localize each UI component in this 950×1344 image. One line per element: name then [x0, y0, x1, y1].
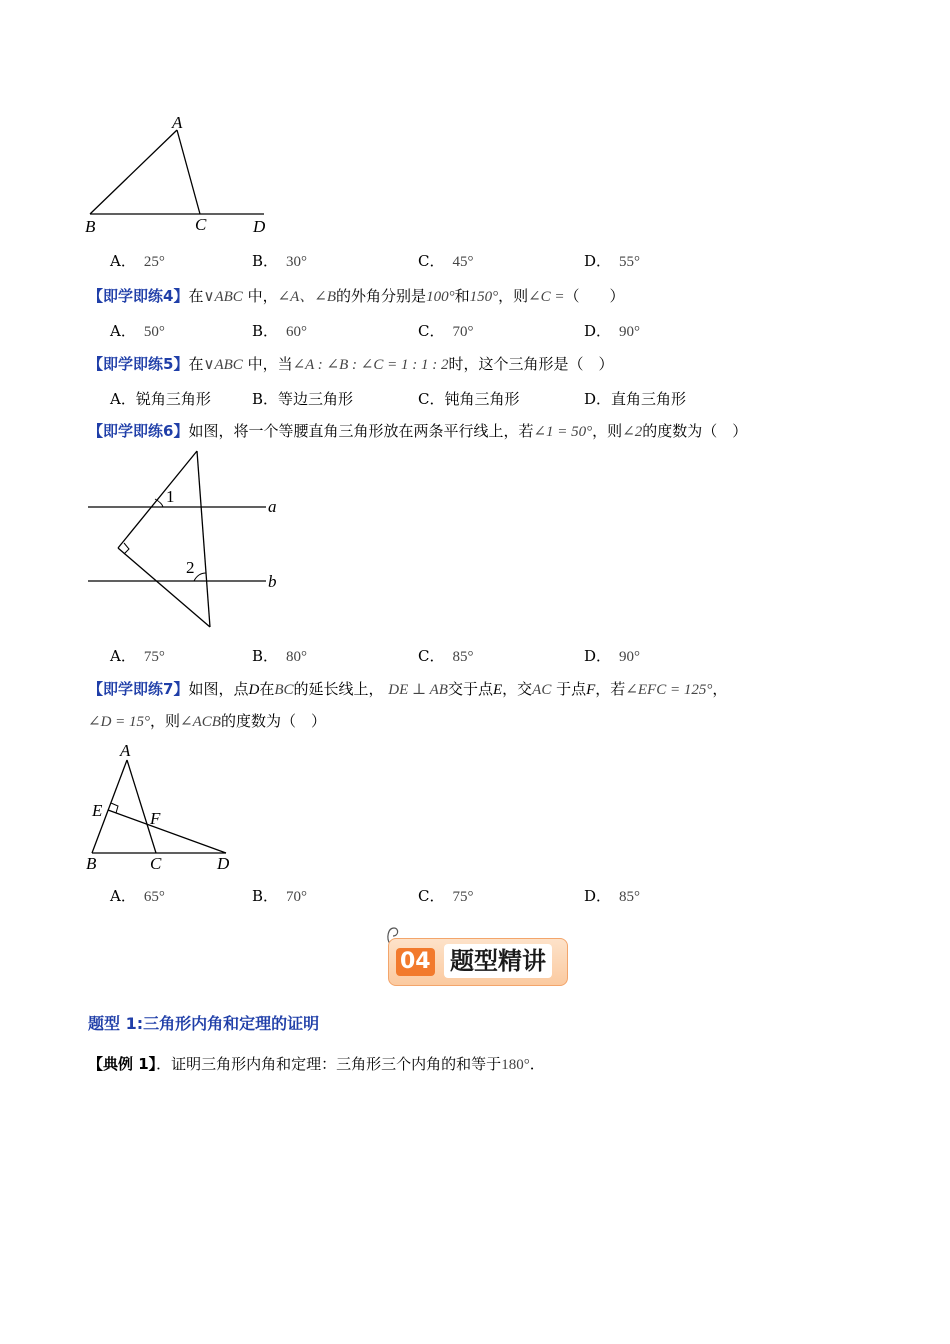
section-badge	[388, 938, 568, 986]
parallel-lines-figure-q6	[80, 445, 290, 635]
q6-option-d[interactable]: D． 90°	[584, 647, 641, 665]
q5-option-a[interactable]: A．锐角三角形	[110, 390, 211, 408]
example-1: 【典例 1】．证明三角形内角和定理：三角形三个内角的和等于180°．	[88, 1055, 545, 1073]
fig3-label-d: D	[253, 217, 266, 236]
q3-option-b[interactable]: B． 30°	[252, 252, 308, 270]
section-number: 04	[396, 948, 435, 976]
fig3-label-b: B	[85, 217, 96, 236]
q4-option-c[interactable]: C． 70°	[418, 322, 474, 340]
q3-option-d[interactable]: D． 55°	[584, 252, 641, 270]
example-1-tag: 【典例 1】	[88, 1055, 157, 1073]
q3-option-a[interactable]: A． 25°	[110, 252, 165, 270]
fig6-label-b: b	[268, 572, 277, 591]
section-title: 题型精讲	[444, 944, 552, 978]
fig7-label-f: F	[150, 809, 161, 828]
fig7-label-a: A	[120, 741, 131, 760]
fig6-label-1: 1	[166, 487, 175, 506]
triangle-figure-q3	[80, 108, 280, 240]
fig7-label-c: C	[150, 854, 162, 873]
question-7-line-2: ∠D = 15°，则∠ACB的度数为（ ）	[88, 712, 326, 730]
fig7-label-e: E	[92, 801, 103, 820]
q3-option-c[interactable]: C． 45°	[418, 252, 474, 270]
q4-tag: 【即学即练4】	[88, 287, 189, 305]
fig3-label-c: C	[195, 215, 207, 234]
q5-tag: 【即学即练5】	[88, 355, 189, 373]
question-6: 【即学即练6】如图，将一个等腰直角三角形放在两条平行线上，若∠1 = 50°，则∠2的度数为（ ）	[88, 422, 748, 440]
q7-option-b[interactable]: B． 70°	[252, 887, 308, 905]
fig3-label-a: A	[172, 113, 183, 132]
q6-option-b[interactable]: B． 80°	[252, 647, 308, 665]
q5-option-b[interactable]: B．等边三角形	[252, 390, 354, 408]
question-5: 【即学即练5】在∨ABC 中，当∠A : ∠B : ∠C = 1 : 1 : 2时，这个三角形是（ ）	[88, 355, 614, 373]
q4-option-a[interactable]: A． 50°	[110, 322, 165, 340]
q6-option-c[interactable]: C． 85°	[418, 647, 474, 665]
q6-tag: 【即学即练6】	[88, 422, 189, 440]
q7-option-a[interactable]: A． 65°	[110, 887, 165, 905]
q4-option-d[interactable]: D． 90°	[584, 322, 641, 340]
fig7-label-d: D	[217, 854, 230, 873]
fig6-label-a: a	[268, 497, 277, 516]
question-4: 【即学即练4】在∨ABC 中，∠A、∠B的外角分别是100°和150°，则∠C =（ ）	[88, 287, 625, 305]
q7-option-d[interactable]: D． 85°	[584, 887, 641, 905]
q6-option-a[interactable]: A． 75°	[110, 647, 165, 665]
question-7-line-1: 【即学即练7】如图，点D在BC的延长线上， DE ⊥ AB交于点E，交AC 于点F，若∠EFC = 125°，	[88, 680, 728, 698]
triangle-figure-q7	[80, 738, 250, 878]
q5-option-d[interactable]: D．直角三角形	[584, 390, 687, 408]
q5-option-c[interactable]: C．钝角三角形	[418, 390, 520, 408]
type-1-heading: 题型 1:三角形内角和定理的证明	[88, 1014, 320, 1033]
fig7-label-b: B	[86, 854, 97, 873]
q7-tag: 【即学即练7】	[88, 680, 189, 698]
q7-option-c[interactable]: C． 75°	[418, 887, 474, 905]
q4-option-b[interactable]: B． 60°	[252, 322, 308, 340]
fig6-label-2: 2	[186, 558, 195, 577]
